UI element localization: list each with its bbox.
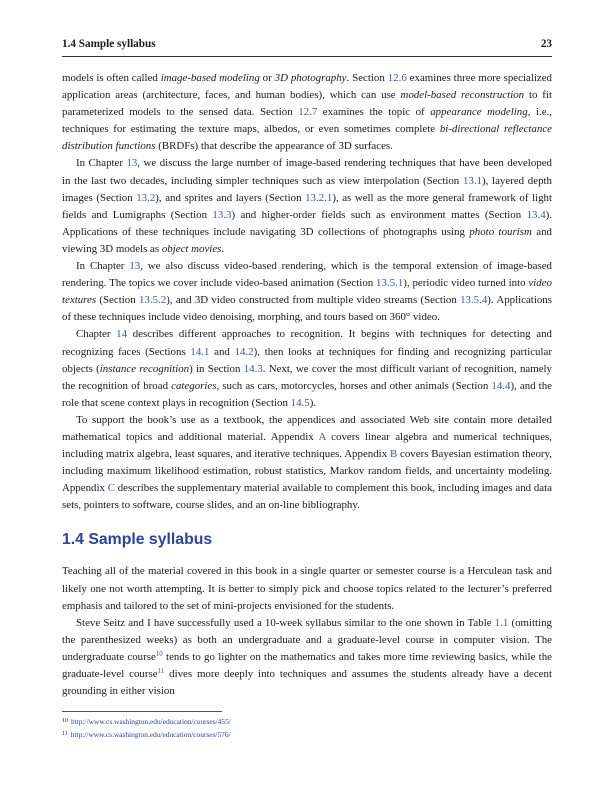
- chapter-link[interactable]: 13: [126, 157, 138, 170]
- paragraph-1: models is often called image-based modeling or 3D photography. Section 12.6 examines three more specialized application areas (architecture, faces, and human bodies), which can use model-based reconstruction to fit parameterized models to the sensed data. Section 12.7 examines the topic of appearance modeling, i.e., techniques for estimating the texture maps, albedos, or even sometimes complete bi-directional reflectance distribution functions (BRDFs) that describe the appearance of 3D surfaces.: [62, 72, 552, 153]
- table-link[interactable]: 1.1: [494, 616, 509, 629]
- paragraph-7: Steve Seitz and I have successfully used a 10-week syllabus similar to the one shown in Table 1.1 (omitting the parenthesized weeks) as both an undergraduate and a graduate-level course in computer vision. The undergraduate course$^{10}$ tends to go lighter on the mathematics and takes more time reviewing basics, while the graduate-level course$^{11}$ dives more deeply into techniques and assumes the students already have a decent grounding in either vision: [62, 616, 552, 698]
- section-link[interactable]: 14.5: [290, 396, 310, 409]
- footnotes: [62, 715, 552, 741]
- section-link[interactable]: 13.2.1: [305, 191, 333, 204]
- paragraph-4: Chapter 14 describes different approaches to recognition. It begins with techniques for detecting and recognizing faces (Sections 14.1 and 14.2), then looks at techniques for finding and recognizing particular objects (instance recognition) in Section 14.3. Next, we cover the most difficult variant of recognition, namely the recognition of broad categories, such as cars, motorcycles, horses and other animals (Section 14.4), and the role that scene context plays in recognition (Section 14.5).: [62, 328, 553, 409]
- footnote-url[interactable]: http://www.cs.washington.edu/education/courses/576/: [70, 730, 231, 739]
- footnote-url[interactable]: http://www.cs.washington.edu/education/courses/455/: [71, 717, 231, 726]
- chapter-link[interactable]: 13: [129, 260, 141, 273]
- appendix-link[interactable]: B: [389, 448, 398, 461]
- section-link[interactable]: 12.7: [298, 106, 318, 119]
- section-link[interactable]: 12.6: [387, 72, 407, 84]
- footnote-mark: 10: [62, 718, 68, 724]
- paragraph-5: To support the book’s use as a textbook, the appendices and associated Web site contain more detailed mathematical topics and additional material. Appendix A covers linear algebra and numerical techniques, including matrix algebra, least squares, and iterative techniques. Appendix B covers Bayesian estimation theory, including maximum likelihood estimation, robust statistics, Markov random fields, and uncertainty modeling. Appendix C describes the supplementary material available to complement this book, including images and data sets, pointers to software, course slides, and an on-line bibliography.: [62, 413, 553, 512]
- section-link[interactable]: 14.3: [243, 362, 263, 375]
- section-link[interactable]: 13.5.1: [376, 277, 404, 290]
- section-link[interactable]: 13.1: [462, 174, 483, 187]
- section-link[interactable]: 13.5.4: [460, 294, 488, 307]
- footnote-marker[interactable]: 10: [155, 649, 163, 658]
- chapter-link[interactable]: 14: [116, 328, 128, 341]
- header-rule: [62, 56, 552, 57]
- appendix-link[interactable]: C: [107, 482, 115, 495]
- section-heading: 1.4 Sample syllabus: [62, 531, 213, 549]
- footnote-rule: [62, 711, 222, 712]
- section-link[interactable]: 14.1: [190, 345, 210, 358]
- section-link[interactable]: 13.4: [526, 208, 546, 221]
- appendix-link[interactable]: A: [318, 430, 326, 443]
- paragraph-6: Teaching all of the material covered in this book in a single quarter or semester course is a Herculean task and likely one not worth attempting. It is better to simply pick and choose topics related to the lecturer’s preferred emphasis and tailored to the set of mini-projects envisioned for the students.: [62, 565, 552, 612]
- section-link[interactable]: 13.2: [136, 191, 156, 204]
- section-link[interactable]: 14.2: [234, 345, 254, 358]
- footnote: [62, 728, 552, 741]
- section-link[interactable]: 14.4: [491, 379, 511, 392]
- page-number: 23: [540, 38, 552, 50]
- header-section-title: 1.4 Sample syllabus: [62, 38, 156, 50]
- footnote-mark: 11: [62, 731, 68, 737]
- body-text: [62, 70, 552, 700]
- section-link[interactable]: 13.3: [212, 208, 232, 221]
- footnote: [62, 715, 552, 728]
- section-link[interactable]: 13.5.2: [138, 294, 167, 307]
- paragraph-3: In Chapter 13, we also discuss video-based rendering, which is the temporal extension of image-based rendering. The topics we cover include video-based animation (Section 13.5.1), periodic video turned into video textures (Section 13.5.2), and 3D video constructed from multiple video streams (Section 13.5.4). Applications of these techniques include video denoising, morphing, and tours based on 360° video.: [62, 260, 552, 324]
- running-header: [62, 38, 552, 54]
- footnote-marker[interactable]: 11: [157, 667, 165, 675]
- paragraph-2: In Chapter 13, we discuss the large number of image-based rendering techniques that have been developed in the last two decades, including simpler techniques such as view interpolation (Section 13.1), layered depth images (Section 13.2), and sprites and layers (Section 13.2.1), as well as the more general framework of light fields and Lumigraphs (Section 13.3) and higher-order fields such as environment mattes (Section 13.4). Applications of these techniques include navigating 3D collections of photographs using photo tourism and viewing 3D models as object movies.: [62, 157, 553, 255]
